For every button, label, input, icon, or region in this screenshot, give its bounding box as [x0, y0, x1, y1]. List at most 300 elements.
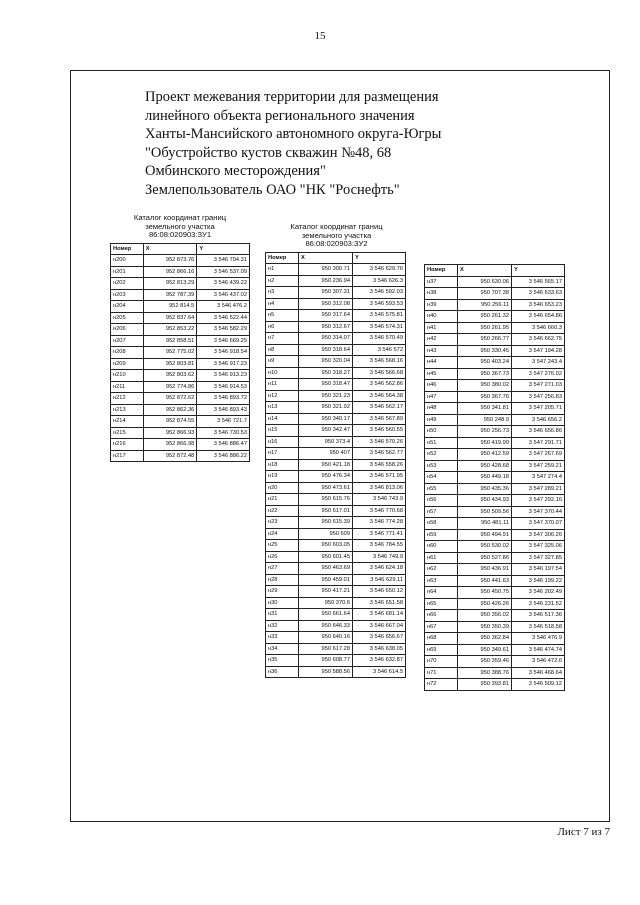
y-cell: 3 546 918.54: [197, 347, 250, 359]
table-row: [425, 288, 565, 300]
table-row: [266, 666, 406, 678]
table-row: [266, 540, 406, 552]
table-row: [425, 506, 565, 518]
point-number-cell: н214: [111, 416, 144, 428]
table-row: [266, 344, 406, 356]
caption-line: 86:08:020903:ЗУ1: [148, 230, 212, 240]
point-number-cell: н63: [425, 575, 458, 587]
table-row: [266, 494, 406, 506]
y-cell: 3 546 650.12: [353, 586, 406, 598]
x-cell: 950 707.38: [458, 288, 512, 300]
table-row: [111, 301, 250, 313]
x-cell: 950 317.64: [299, 310, 353, 322]
x-cell: 950 318.47: [299, 379, 353, 391]
x-cell: 950 426.26: [458, 598, 512, 610]
point-number-cell: н11: [266, 379, 299, 391]
y-cell: 3 546 784.55: [353, 540, 406, 552]
table-row: [425, 460, 565, 472]
point-number-cell: н31: [266, 609, 299, 621]
y-cell: 3 546 439.22: [197, 278, 250, 290]
point-number-cell: н210: [111, 370, 144, 382]
table-row: [266, 425, 406, 437]
table-row: [111, 347, 250, 359]
x-cell: 950 436.91: [458, 564, 512, 576]
y-cell: 3 546 509.12: [512, 679, 565, 691]
point-number-cell: н68: [425, 633, 458, 645]
point-number-cell: н10: [266, 367, 299, 379]
x-cell: 950 617.01: [299, 505, 353, 517]
table-row: [425, 368, 565, 380]
x-cell: 950 350.39: [458, 621, 512, 633]
table-row: [425, 541, 565, 553]
point-number-cell: н51: [425, 437, 458, 449]
x-cell: 950 261.32: [458, 311, 512, 323]
table-row: [266, 402, 406, 414]
y-cell: 3 546 560.55: [353, 425, 406, 437]
table-row: [266, 367, 406, 379]
x-cell: 952 787.39: [143, 289, 197, 301]
x-cell: 952 774.86: [143, 381, 197, 393]
x-cell: 950 256.73: [458, 426, 512, 438]
x-cell: 950 441.63: [458, 575, 512, 587]
catalog-caption: [110, 214, 250, 240]
header-y: Y: [512, 265, 565, 277]
point-number-cell: н200: [111, 255, 144, 267]
table-row: [266, 574, 406, 586]
table-row: [111, 416, 250, 428]
caption-line: Каталог координат границ: [133, 213, 227, 222]
point-number-cell: н54: [425, 472, 458, 484]
point-number-cell: н40: [425, 311, 458, 323]
point-number-cell: н14: [266, 413, 299, 425]
table-row: [425, 656, 565, 668]
point-number-cell: н211: [111, 381, 144, 393]
y-cell: 3 546 231.52: [512, 598, 565, 610]
y-cell: 3 546 654.86: [512, 311, 565, 323]
table-row: [425, 610, 565, 622]
point-number-cell: н44: [425, 357, 458, 369]
y-cell: 3 546 743.9: [353, 494, 406, 506]
caption-line: земельного участка: [301, 230, 372, 240]
table-row: [425, 322, 565, 334]
point-number-cell: н20: [266, 482, 299, 494]
y-cell: 3 546 562.86: [353, 379, 406, 391]
header-y: Y: [353, 252, 406, 264]
y-cell: 3 547 205.71: [512, 403, 565, 415]
x-cell: 950 428.68: [458, 460, 512, 472]
point-number-cell: н16: [266, 436, 299, 448]
table-row: [266, 448, 406, 460]
point-number-cell: н43: [425, 345, 458, 357]
table-row: [266, 655, 406, 667]
y-cell: 3 546 893.43: [197, 404, 250, 416]
x-cell: 950 362.84: [458, 633, 512, 645]
y-cell: 3 546 704.31: [197, 255, 250, 267]
caption-line: земельного участка: [145, 221, 215, 231]
point-number-cell: н70: [425, 656, 458, 668]
point-number-cell: н61: [425, 552, 458, 564]
x-cell: 950 435.36: [458, 483, 512, 495]
point-number-cell: н47: [425, 391, 458, 403]
point-number-cell: н52: [425, 449, 458, 461]
point-number-cell: н64: [425, 587, 458, 599]
y-cell: 3 546 681.14: [353, 609, 406, 621]
table-row: [425, 621, 565, 633]
header-x: X: [143, 243, 197, 255]
header-number: Номер: [266, 252, 299, 264]
table-row: [266, 264, 406, 276]
x-cell: 952 866.16: [143, 266, 197, 278]
table-row: [111, 358, 250, 370]
x-cell: 950 494.91: [458, 529, 512, 541]
point-number-cell: н69: [425, 644, 458, 656]
x-cell: 950 615.76: [299, 494, 353, 506]
table-row: [425, 276, 565, 288]
table-row: [111, 278, 250, 290]
y-cell: 3 546 660.3: [512, 322, 565, 334]
y-cell: 3 546 571.95: [353, 471, 406, 483]
point-number-cell: н33: [266, 632, 299, 644]
y-cell: 3 546 202.49: [512, 587, 565, 599]
title-line: линейного объекта регионального значения: [145, 107, 415, 124]
x-cell: 950 393.81: [458, 679, 512, 691]
point-number-cell: н27: [266, 563, 299, 575]
title-line: Омбинского месторождения": [145, 163, 326, 180]
x-cell: 950 340.17: [299, 413, 353, 425]
y-cell: 3 546 886.47: [197, 439, 250, 451]
y-cell: 3 546 721.7: [197, 416, 250, 428]
point-number-cell: н24: [266, 528, 299, 540]
point-number-cell: н30: [266, 597, 299, 609]
point-number-cell: н215: [111, 427, 144, 439]
table-row: [266, 275, 406, 287]
y-cell: 3 546 656.2: [512, 414, 565, 426]
point-number-cell: н42: [425, 334, 458, 346]
x-cell: 950 356.02: [458, 610, 512, 622]
x-cell: 950 373.4: [299, 436, 353, 448]
x-cell: 952 775.02: [143, 347, 197, 359]
header-x: X: [458, 265, 512, 277]
y-cell: 3 546 562.77: [353, 448, 406, 460]
table-row: [266, 528, 406, 540]
page-number: 15: [314, 30, 326, 42]
x-cell: 950 609: [299, 528, 353, 540]
point-number-cell: н21: [266, 494, 299, 506]
y-cell: 3 546 575.81: [353, 310, 406, 322]
x-cell: 950 330.45: [458, 345, 512, 357]
table-row: [425, 667, 565, 679]
x-cell: 950 601.45: [299, 551, 353, 563]
y-cell: 3 546 517.36: [512, 610, 565, 622]
x-cell: 950 588.56: [299, 666, 353, 678]
table-row: [111, 370, 250, 382]
point-number-cell: н9: [266, 356, 299, 368]
table-row: [266, 287, 406, 299]
y-cell: 3 547 243.4: [512, 357, 565, 369]
y-cell: 3 547 370.07: [512, 518, 565, 530]
table-row: [425, 357, 565, 369]
point-number-cell: н7: [266, 333, 299, 345]
table-row: [425, 414, 565, 426]
x-cell: 950 320.04: [299, 356, 353, 368]
x-cell: 950 450.75: [458, 587, 512, 599]
table-row: [266, 620, 406, 632]
point-number-cell: н65: [425, 598, 458, 610]
point-number-cell: н50: [425, 426, 458, 438]
y-cell: 3 546 474.74: [512, 644, 565, 656]
y-cell: 3 546 629.11: [353, 574, 406, 586]
table-row: [425, 679, 565, 691]
y-cell: 3 547 292.16: [512, 495, 565, 507]
table-row: [111, 427, 250, 439]
y-cell: 3 546 614.5: [353, 666, 406, 678]
x-cell: 950 459.01: [299, 574, 353, 586]
x-cell: 950 321.92: [299, 402, 353, 414]
x-cell: 952 873.76: [143, 255, 197, 267]
y-cell: 3 546 632.87: [353, 655, 406, 667]
table-row: [425, 299, 565, 311]
x-cell: 950 630.06: [458, 276, 512, 288]
point-number-cell: н48: [425, 403, 458, 415]
x-cell: 950 421.18: [299, 459, 353, 471]
table-row: [266, 356, 406, 368]
caption-line: 86:08:020903:ЗУ2: [305, 239, 368, 249]
point-number-cell: н203: [111, 289, 144, 301]
table-row: [425, 529, 565, 541]
x-cell: 950 476.34: [299, 471, 353, 483]
table-row: [266, 563, 406, 575]
table-row: [425, 483, 565, 495]
point-number-cell: н8: [266, 344, 299, 356]
sheet-label: Лист 7 из 7: [557, 826, 610, 838]
catalog-zu1: [110, 214, 250, 462]
table-row: [425, 644, 565, 656]
y-cell: 3 546 592.03: [353, 287, 406, 299]
table-row: [425, 495, 565, 507]
table-row: [266, 390, 406, 402]
x-cell: 950 370.6: [299, 597, 353, 609]
point-number-cell: н60: [425, 541, 458, 553]
point-number-cell: н15: [266, 425, 299, 437]
y-cell: 3 546 662.75: [512, 334, 565, 346]
point-number-cell: н41: [425, 322, 458, 334]
table-row: [425, 426, 565, 438]
table-row: [425, 552, 565, 564]
y-cell: 3 546 914.53: [197, 381, 250, 393]
table-row: [111, 393, 250, 405]
x-cell: 950 367.76: [458, 391, 512, 403]
y-cell: 3 547 325.06: [512, 541, 565, 553]
y-cell: 3 546 476.9: [512, 633, 565, 645]
y-cell: 3 546 199.22: [512, 575, 565, 587]
table-row: [111, 404, 250, 416]
y-cell: 3 546 771.41: [353, 528, 406, 540]
point-number-cell: н25: [266, 540, 299, 552]
point-number-cell: н206: [111, 324, 144, 336]
x-cell: 950 449.18: [458, 472, 512, 484]
caption-line: Каталог координат границ: [290, 222, 383, 231]
point-number-cell: н201: [111, 266, 144, 278]
x-cell: 952 858.51: [143, 335, 197, 347]
x-cell: 950 314.07: [299, 333, 353, 345]
y-cell: 3 547 271.03: [512, 380, 565, 392]
table-row: [111, 266, 250, 278]
y-cell: 3 547 291.71: [512, 437, 565, 449]
y-cell: 3 546 197.54: [512, 564, 565, 576]
x-cell: 950 407: [299, 448, 353, 460]
y-cell: 3 547 274.4: [512, 472, 565, 484]
header-number: Номер: [111, 243, 144, 255]
x-cell: 952 813.29: [143, 278, 197, 290]
table-row: [266, 482, 406, 494]
table-row: [266, 413, 406, 425]
point-number-cell: н55: [425, 483, 458, 495]
y-cell: 3 546 566.68: [353, 367, 406, 379]
point-number-cell: н35: [266, 655, 299, 667]
point-number-cell: н39: [425, 299, 458, 311]
y-cell: 3 546 593.53: [353, 298, 406, 310]
x-cell: 950 640.16: [299, 632, 353, 644]
x-cell: 950 509.56: [458, 506, 512, 518]
point-number-cell: н212: [111, 393, 144, 405]
y-cell: 3 546 651.58: [353, 597, 406, 609]
table-row: [111, 312, 250, 324]
y-cell: 3 546 813.06: [353, 482, 406, 494]
table-row: [425, 587, 565, 599]
x-cell: 950 341.81: [458, 403, 512, 415]
x-cell: 950 617.28: [299, 643, 353, 655]
x-cell: 950 403.24: [458, 357, 512, 369]
x-cell: 950 307.31: [299, 287, 353, 299]
table-row: [266, 551, 406, 563]
point-number-cell: н1: [266, 264, 299, 276]
x-cell: 952 814.5: [143, 301, 197, 313]
y-cell: 3 546 468.64: [512, 667, 565, 679]
y-cell: 3 546 568.16: [353, 356, 406, 368]
table-row: [111, 335, 250, 347]
x-cell: 950 349.61: [458, 644, 512, 656]
x-cell: 950 603.05: [299, 540, 353, 552]
x-cell: 950 367.73: [458, 368, 512, 380]
table-row: [425, 391, 565, 403]
point-number-cell: н207: [111, 335, 144, 347]
point-number-cell: н216: [111, 439, 144, 451]
table-row: [266, 643, 406, 655]
table-row: [266, 298, 406, 310]
y-cell: 3 547 327.85: [512, 552, 565, 564]
x-cell: 950 463.69: [299, 563, 353, 575]
y-cell: 3 546 567.89: [353, 413, 406, 425]
y-cell: 3 546 472.6: [512, 656, 565, 668]
point-number-cell: н6: [266, 321, 299, 333]
x-cell: 950 388.76: [458, 667, 512, 679]
x-cell: 950 473.61: [299, 482, 353, 494]
y-cell: 3 546 913.23: [197, 370, 250, 382]
point-number-cell: н19: [266, 471, 299, 483]
x-cell: 950 236.94: [299, 275, 353, 287]
table-row: [111, 324, 250, 336]
x-cell: 950 321.23: [299, 390, 353, 402]
table-row: [425, 334, 565, 346]
x-cell: 952 803.81: [143, 358, 197, 370]
table-row: [266, 379, 406, 391]
x-cell: 950 412.59: [458, 449, 512, 461]
point-number-cell: н13: [266, 402, 299, 414]
point-number-cell: н29: [266, 586, 299, 598]
y-cell: 3 546 893.72: [197, 393, 250, 405]
point-number-cell: н209: [111, 358, 144, 370]
point-number-cell: н213: [111, 404, 144, 416]
table-row: [111, 381, 250, 393]
point-number-cell: н59: [425, 529, 458, 541]
x-cell: 950 342.47: [299, 425, 353, 437]
y-cell: 3 546 437.02: [197, 289, 250, 301]
y-cell: 3 546 653.23: [512, 299, 565, 311]
y-cell: 3 546 570.49: [353, 333, 406, 345]
point-number-cell: н22: [266, 505, 299, 517]
point-number-cell: н67: [425, 621, 458, 633]
table-row: [266, 436, 406, 448]
point-number-cell: н3: [266, 287, 299, 299]
y-cell: 3 546 518.58: [512, 621, 565, 633]
title-line: "Обустройство кустов скважин №48, 68: [145, 144, 392, 161]
y-cell: 3 546 730.53: [197, 427, 250, 439]
x-cell: 950 266.77: [458, 334, 512, 346]
point-number-cell: н17: [266, 448, 299, 460]
header-x: X: [299, 252, 353, 264]
table-row: [266, 609, 406, 621]
x-cell: 950 615.39: [299, 517, 353, 529]
point-number-cell: н34: [266, 643, 299, 655]
point-number-cell: н46: [425, 380, 458, 392]
coordinates-table: [424, 264, 565, 691]
header-number: Номер: [425, 265, 458, 277]
x-cell: 952 853.22: [143, 324, 197, 336]
x-cell: 950 481.11: [458, 518, 512, 530]
y-cell: 3 546 774.28: [353, 517, 406, 529]
x-cell: 950 300.71: [299, 264, 353, 276]
y-cell: 3 546 886.22: [197, 450, 250, 462]
y-cell: 3 546 629.76: [353, 264, 406, 276]
point-number-cell: н18: [266, 459, 299, 471]
table-row: [425, 518, 565, 530]
point-number-cell: н58: [425, 518, 458, 530]
x-cell: 950 312.08: [299, 298, 353, 310]
y-cell: 3 546 522.44: [197, 312, 250, 324]
point-number-cell: н57: [425, 506, 458, 518]
y-cell: 3 547 306.26: [512, 529, 565, 541]
point-number-cell: н45: [425, 368, 458, 380]
y-cell: 3 547 370.44: [512, 506, 565, 518]
point-number-cell: н72: [425, 679, 458, 691]
point-number-cell: н5: [266, 310, 299, 322]
y-cell: 3 547 267.69: [512, 449, 565, 461]
point-number-cell: н205: [111, 312, 144, 324]
x-cell: 950 530.02: [458, 541, 512, 553]
table-row: [266, 505, 406, 517]
table-row: [111, 289, 250, 301]
table-row: [425, 449, 565, 461]
x-cell: 952 872.48: [143, 450, 197, 462]
title-line: Ханты-Мансийского автономного округа-Югры: [145, 126, 442, 143]
y-cell: 3 547 256.83: [512, 391, 565, 403]
x-cell: 950 318.27: [299, 367, 353, 379]
y-cell: 3 546 570.26: [353, 436, 406, 448]
point-number-cell: н12: [266, 390, 299, 402]
table-row: [266, 471, 406, 483]
x-cell: 952 803.62: [143, 370, 197, 382]
table-row: [425, 345, 565, 357]
